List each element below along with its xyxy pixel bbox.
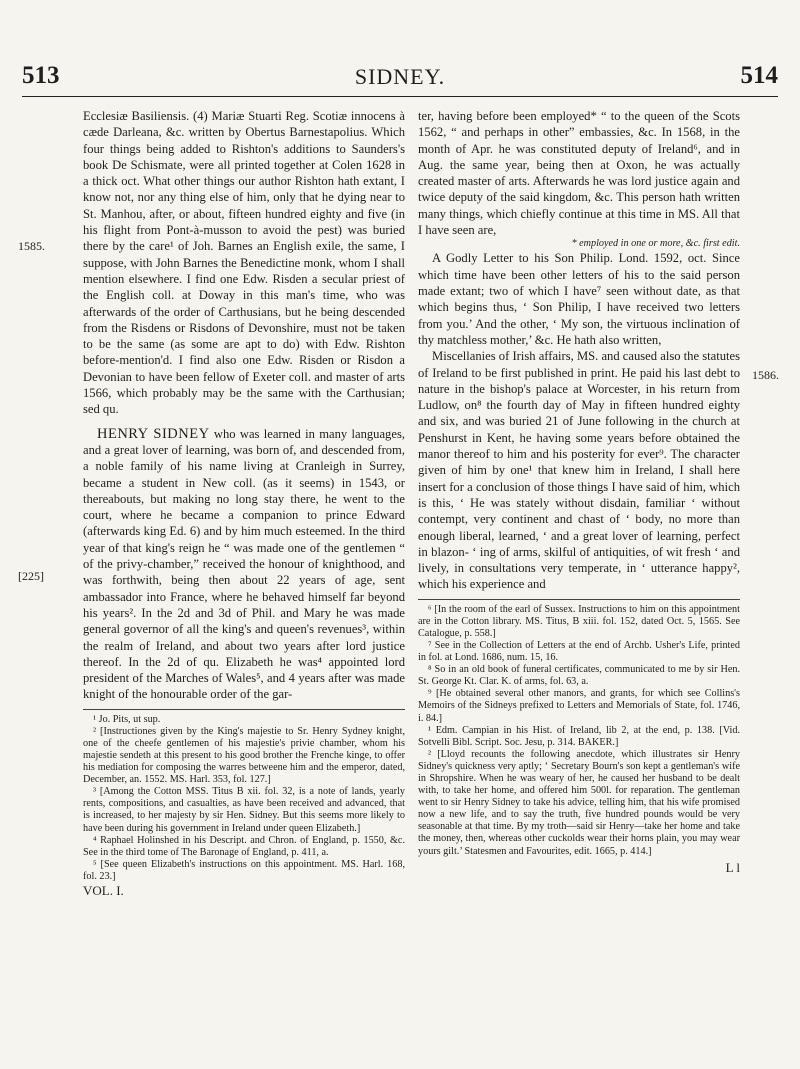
margin-year-1586: 1586. [752,368,779,382]
footnote: ⁴ Raphael Holinshed in his Descript. and Chron. of England, p. 1550, &c. See in the third tome of The Baronage of England, p. 411, a. [83,834,405,858]
footnote: ⁶ [In the room of the earl of Sussex. Instructions to him on this appointment are in the Cotton library. MS. Titus, B xiii. fol. 152, dated Oct. 5, 1565. See Catalogue, p. 558.] [418,603,740,639]
page-number-left: 513 [22,62,60,89]
right-paragraph-1: ter, having before been employed* “ to the queen of the Scots 1562, “ and perhaps in other” embassies, &c. In 1568, in the month of Apr. he was constituted deputy of Ireland⁶, and in Aug. the same year, being then at Oxon, he was actually created master of arts. Afterwards he was lord justice again and twice deputy of the said kingdom, &c. This person hath written many things, which chiefly continue at this time in MS. All that I have seen are, [418,109,740,238]
left-column [83,108,405,899]
footnote: ⁷ See in the Collection of Letters at the end of Archb. Usher's Life, printed in fol. at Lond. 1686, num. 15, 16. [418,639,740,664]
volume-mark: VOL. I. [83,883,124,898]
footnote-divider-right [418,599,740,600]
footnote: ¹ Jo. Pits, ut sup. [93,713,161,725]
margin-year-1585: 1585. [18,239,45,253]
side-note-first-edit: * employed in one or more, &c. first edit. [571,238,740,250]
henry-sidney-heading: HENRY SIDNEY [97,425,210,442]
footnote-divider-left [83,709,405,710]
right-paragraph-3: Miscellanies of Irish affairs, MS. and caused also the statutes of Ireland to be first published in print. He paid his last debt to nature in the bishop's palace at Worcester, in his return from Ludlow, on⁸ the fourth day of May in fifteen hundred eighty and six, and was buried 21 of June following in the church at Penshurst in Kent, he having some years before obtained the manor thereof to him and his posterity for ever⁹. The character given of him by one¹ that knew him in Ireland, I shall here insert for a conclusion of those things I have said of him, which is this, ‘ He was stately without disdain, familiar ‘ without contempt, very continent and chast of ‘ body, no more than enough liberal, learned, ‘ and a great lover of learning, perfect in blazon- ‘ ing of arms, skilful of antiquities, of wit fresh ‘ and lively, in consultations very temperate, in ‘ utterance happy², which his experience and [418,349,740,592]
right-column [418,108,740,876]
footnote: ² [Lloyd recounts the following anecdote, which illustrates sir Henry Sidney's quickness very aptly; ‘ Secretary Bourn's son kept a gentleman's wife in Shropshire. When he was weary of her, he caused her husband to be dealt with, to take her home, and offered him 500l. for reparation. The gentleman went to sir Henry Sidney to take his advice, telling him, that his wife promised now a new life, and to say the truth, five hundred pounds would be very seasonable at that time. By my troth—said sir Henry—take her home and take the money, then, whereas other cuckolds wear their horns plain, you may wear yours gilt.’ Statesmen and Favourites, edit. 1665, p. 414.] [418,748,740,857]
running-title: SIDNEY. [354,64,446,89]
margin-bracket-225: [225] [18,569,44,583]
left-paragraph-2-text: who was learned in many languages, and a great lover of learning, was born of, and descended from, a noble family of his name living at Cranleigh in Surrey, became a student in New coll. (as it seems) in 1543, or thereabouts, but making no long stay there, he went to the court, where he became a companion to prince Edward (afterwards king Ed. 6) and by him much esteemed. In the third year of that king's reign he “ was made one of the gentlemen “ of the privy-chamber,” received the honour of knighthood, and was forthwith, being then about 22 years of age, sent ambassador into France, where he behaved himself far beyond his years². In the 2d and 3d of Phil. and Mary he was made general governor of all the king's and queen's revenues³, within the realm of Ireland, and about two years after lord justice thereof. In the 2d of qu. Elizabeth he was⁴ appointed lord president of the Marches of Wales⁵, and 4 years after was made knight of the honourable order of the gar- [83,426,405,702]
footnote: ³ [Among the Cotton MSS. Titus B xii. fol. 32, is a note of lands, yearly rents, compositions, and casualties, as have been received and advanced, that is increased, to her majesty by sir Hen. Sidney. But this seems more likely to have been during his government in Ireland under queen Elizabeth.] [83,786,405,834]
signature-mark: L l [725,859,740,875]
left-paragraph-1: Ecclesiæ Basiliensis. (4) Mariæ Stuarti Reg. Scotiæ innocens à cæde Darleana, &c. written by Obertus Barnestapolius. Which four things being added to Rishton's additions to Saunders's book De Schismate, were all printed together at Colen 1628 in a thick oct. What other things our author Rishton hath extant, I know not, nor any thing else of him, only that he dying near to St. Manhou, after, or about, fifteen hundred eighty and five (in his flight from Pont-à-musson to avoid the pest) was buried there by the care¹ of Joh. Barnes an English exile, the same, I suppose, with John Barnes the Benedictine monk, whom I shall mention elsewhere. I find one Edw. Risden a secular priest of the English coll. at Doway in this man's time, who was afterwards of the order of Carthusians, but he being descended from the Risdens or Risdons of Devonshire, must not be taken to be the same (as some are apt to do) with Edw. Rishton before-mention'd. I find also one Edw. Risden or Risdon a Devonian to have been fellow of Exeter coll. and master of arts 1566, which probably may be the same with the Carthusian; sed qu. [83,109,405,417]
footnote: ² [Instructiones given by the King's majestie to Sr. Henry Sydney knight, one of the cheefe gentlemen of his majestie's privie chamber, whom his majestie sendeth at this present to his good brother the Frenche kinge, to offer his mediation for composing the warres betweene him and the emperor, dated, December, an. 1552. MS. Harl. 353, fol. 127.] [83,725,405,786]
left-paragraph-2 [83,426,405,703]
footnote: ⁵ [See queen Elizabeth's instructions on this appointment. MS. Harl. 168, fol. 23.] [83,858,405,882]
running-header [22,60,778,97]
right-paragraph-2: A Godly Letter to his Son Philip. Lond. 1592, oct. Since which time have been other letters of his to the said person made extant; two of which I have⁷ seen without date, as that which begins thus, ‘ Son Philip, I have received two letters from you.’ And the other, ‘ My son, the virtuous inclination of thy matchless mother,’ &c. He hath also written, [418,251,740,347]
footnote: ⁹ [He obtained several other manors, and grants, for which see Collins's Memoirs of the Sidneys prefixed to Letters and Memorials of State, fol. 1746, i. 84.] [418,688,740,724]
footnote: ⁸ So in an old book of funeral certificates, communicated to me by sir Hen. St. George Kt. Clar. K. of arms, fol. 63, a. [418,664,740,688]
page-number-right: 514 [740,62,778,89]
footnote: ¹ Edm. Campian in his Hist. of Ireland, lib 2, at the end, p. 138. [Vid. Sotvelli Bibl. Script. Soc. Jesu, p. 314. BAKER.] [418,724,740,748]
